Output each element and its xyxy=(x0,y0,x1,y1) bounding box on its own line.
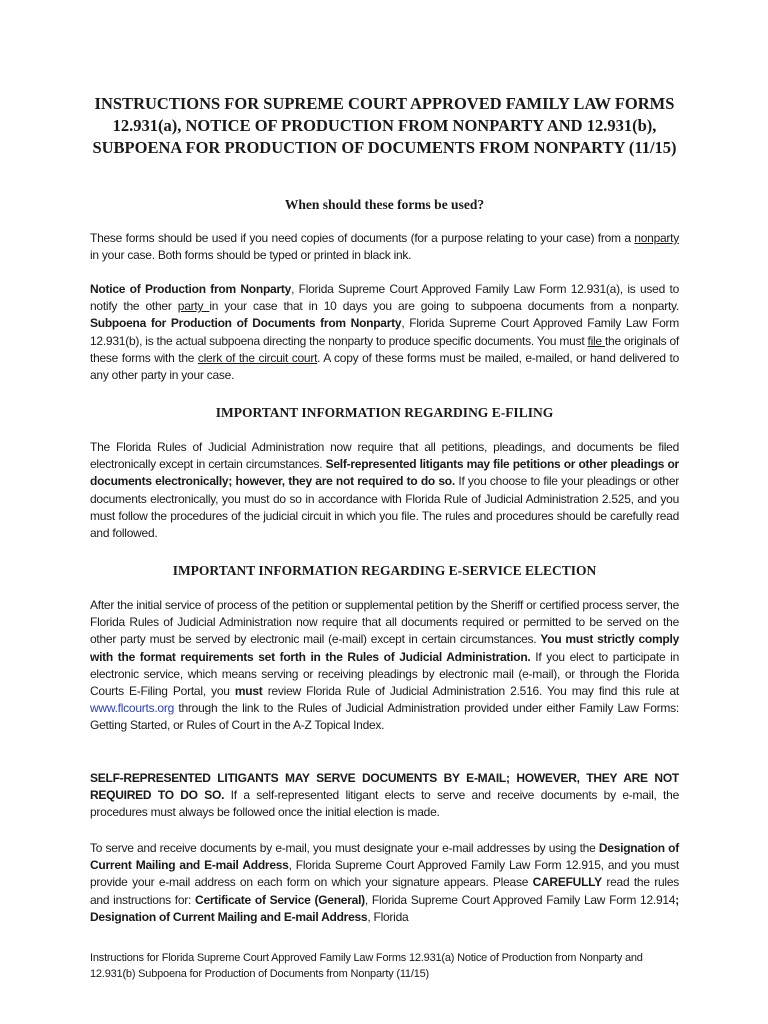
paragraph-forms-description xyxy=(90,281,679,384)
text-segment: Designation of Current Mailing and E-mail Address xyxy=(90,841,679,873)
text-segment: nonparty xyxy=(634,231,679,245)
text-segment: review Florida Rule of Judicial Administration 2.516. You may find this rule at xyxy=(262,684,679,699)
text-segment: If you elect to participate in electronic service, which means serving or receiving pleadings by electronic mail (e-mail), or through the Florida Courts E-Filing Portal, you xyxy=(90,649,679,699)
text-segment: Certificate of Service (General) xyxy=(195,892,365,907)
paragraph-efiling xyxy=(90,439,679,542)
text-segment: SELF-REPRESENTED LITIGANTS MAY SERVE DOCUMENTS BY E-MAIL; HOWEVER, THEY ARE NOT REQUIRED TO DO SO. xyxy=(90,771,679,803)
text-segment: , Florida Supreme Court Approved Family Law Form 12.915, and you must provide your e-mail address on each form on which your signature appears. Please xyxy=(90,858,679,890)
text-segment: through the link to the Rules of Judicial Administration provided under either Family Law Forms: Getting Started, or Rules of Court in the A-Z Topical Index. xyxy=(90,701,679,733)
text-segment: Subpoena for Production of Documents from Nonparty xyxy=(90,316,402,331)
text-segment: clerk of the circuit court xyxy=(197,350,318,365)
text-segment: the originals of these forms with the xyxy=(90,333,679,365)
paragraph-eservice xyxy=(90,597,679,735)
text-segment: The Florida Rules of Judicial Administration now require that all petitions, pleadings, and documents be filed electronically except in certain circumstances. xyxy=(90,440,679,472)
page-footer: Instructions for Florida Supreme Court Approved Family Law Forms 12.931(a) Notice of Production from Nonparty and 12.931(b) Subpoena for Production of Documents from Nonparty (11/15) xyxy=(90,952,643,980)
text-segment: ; Designation of Current Mailing and E-mail Address xyxy=(90,892,679,924)
text-segment: . A copy of these forms must be mailed, e-mailed, or hand delivered to any other party in your case. xyxy=(90,350,679,383)
text-segment: , Florida Supreme Court Approved Family Law Form 12.931(b), is the actual subpoena directing the nonparty to produce specific documents. You must xyxy=(90,316,679,348)
text-segment: , Florida xyxy=(367,909,409,924)
text-segment: Self-represented litigants may file petitions or other pleadings or documents electronically; however, they are not required to do so. xyxy=(90,457,679,489)
heading-efiling: IMPORTANT INFORMATION REGARDING E-FILING xyxy=(215,405,554,420)
text-segment: party xyxy=(177,299,210,314)
text-segment: read the rules and instructions for: xyxy=(90,875,679,907)
text-segment: Notice of Production from Nonparty xyxy=(90,282,292,296)
text-segment: If a self-represented litigant elects to serve and receive documents by e-mail, the procedures must always be followed once the initial election is made. xyxy=(90,788,679,820)
text-segment: , Florida Supreme Court Approved Family Law Form 12.914 xyxy=(364,892,676,907)
text-segment: file xyxy=(587,333,605,348)
paragraph-designation xyxy=(90,840,679,926)
text-segment: These forms should be used if you need copies of documents (for a purpose relating to your case) from a xyxy=(90,231,635,245)
paragraph-usage xyxy=(90,230,679,264)
text-segment: To serve and receive documents by e-mail, you must designate your e-mail addresses by using the xyxy=(90,841,599,855)
text-segment: , Florida Supreme Court Approved Family Law Form 12.931(a), is used to notify the other xyxy=(90,282,680,314)
text-segment: After the initial service of process of the petition or supplemental petition by the Sheriff or certified process server, the Florida Rules of Judicial Administration now require that all documents required or permitted to be served on the other party must be served by electronic mail (e-mail) except in certain circumstances. xyxy=(90,598,679,647)
paragraph-self-represented xyxy=(90,770,679,822)
heading-when-used: When should these forms be used? xyxy=(284,197,485,212)
text-segment: CAREFULLY xyxy=(532,875,602,890)
text-segment: If you choose to file your pleadings or other documents electronically, you must do so in accordance with Florida Rule of Judicial Administration 2.525, and you must follow the procedures of the judicial circuit in which you file. The rules and procedures should be carefully read and followed. xyxy=(90,474,679,541)
document-title: INSTRUCTIONS FOR SUPREME COURT APPROVED FAMILY LAW FORMS 12.931(a), NOTICE OF PRODUCTION FROM NONPARTY AND 12.931(b), SUBPOENA FOR PRODUCTION OF DOCUMENTS FROM NONPARTY (11/15) xyxy=(92,94,677,157)
flcourts-link[interactable]: www.flcourts.org xyxy=(90,701,175,716)
text-segment: must xyxy=(234,684,263,699)
heading-eservice: IMPORTANT INFORMATION REGARDING E-SERVICE ELECTION xyxy=(172,563,597,578)
text-segment: in your case. Both forms should be typed or printed in black ink. xyxy=(90,248,412,263)
text-segment: You must strictly comply with the format requirements set forth in the Rules of Judicial Administration. xyxy=(90,632,679,664)
text-segment: in your case that in 10 days you are going to subpoena documents from a nonparty. xyxy=(209,299,680,314)
